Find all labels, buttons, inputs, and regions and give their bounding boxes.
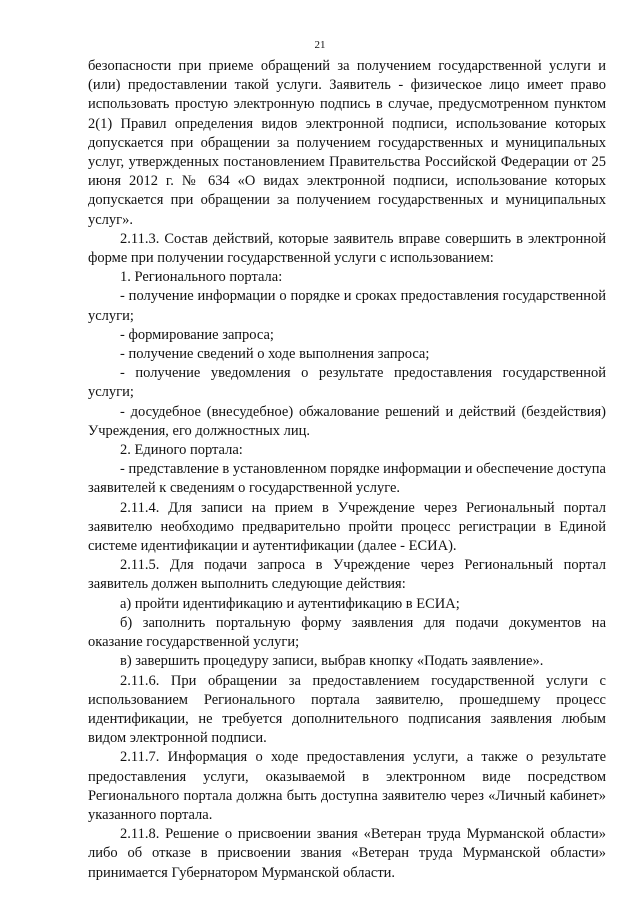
list-item-notification: - получение уведомления о результате предоставления государственной услуги; xyxy=(88,365,606,401)
document-body xyxy=(88,57,606,883)
paragraph-2-11-3: 2.11.3. Состав действий, которые заявитель вправе совершить в электронной форме при получении государственной услуги с использованием: xyxy=(88,230,606,267)
page-number: 21 xyxy=(314,39,326,51)
list-item-access: - представление в установленном порядке информации и обеспечение доступа заявителей к сведениям о государственной услуге. xyxy=(88,461,606,497)
paragraph-2-11-5: 2.11.5. Для подачи запроса в Учреждение через Региональный портал заявитель должен выполнить следующие действия: xyxy=(88,557,606,593)
list-item-info: - получение информации о порядке и сроках предоставления государственной услуги; xyxy=(88,288,606,324)
paragraph-continuation: безопасности при приеме обращений за получением государственной услуги и (или) предоставлении такой услуги. Заявитель - физическое лицо имеет право использовать простую электронную подпись в случае, предусмотренном пунктом 2(1) Правил определения видов электронной подписи, использование которых допускается при обращении за получением государственных и муниципальных услуг, утвержденных постановлением Правительства Российской Федерации от 25 июня 2012 г. № 634 «О видах электронной подписи, использование которых допускается при обращении за получением государственных и муниципальных услуг». xyxy=(88,58,606,228)
paragraph-2-11-4: 2.11.4. Для записи на прием в Учреждение через Региональный портал заявителю необходимо предварительно пройти процесс регистрации в Единой системе идентификации и аутентификации (далее - ЕСИА). xyxy=(88,499,606,555)
paragraph-unified-portal: 2. Единого портала: xyxy=(120,442,243,459)
paragraph-2-11-7: 2.11.7. Информация о ходе предоставления услуги, а также о результате предоставления услуги, оказываемой в электронном виде посредством Регионального портала должна быть доступна заявителю через «Личный кабинет» указанного портала. xyxy=(88,749,606,823)
list-item-b: б) заполнить портальную форму заявления для подачи документов на оказание государственной услуги; xyxy=(88,614,606,651)
paragraph-2-11-6: 2.11.6. При обращении за предоставлением государственной услуги с использованием Регионального портала заявителю, прошедшему процесс идентификации, не требуется дополнительного подписания заявления любым видом электронной подписи. xyxy=(88,672,606,747)
list-item-appeal: - досудебное (внесудебное) обжалование решений и действий (бездействия) Учреждения, его должностных лиц. xyxy=(88,403,606,439)
paragraph-regional-portal: 1. Регионального портала: xyxy=(120,269,283,286)
list-item-status: - получение сведений о ходе выполнения запроса; xyxy=(120,346,430,363)
list-item-request-form: - формирование запроса; xyxy=(120,326,274,343)
paragraph-2-11-8: 2.11.8. Решение о присвоении звания «Ветеран труда Мурманской области» либо об отказе в присвоении звания «Ветеран труда Мурманской области» принимается Губернатором Мурманской области. xyxy=(88,826,606,881)
list-item-c: в) завершить процедуру записи, выбрав кнопку «Подать заявление». xyxy=(120,653,544,670)
list-item-a: а) пройти идентификацию и аутентификацию в ЕСИА; xyxy=(120,595,460,612)
